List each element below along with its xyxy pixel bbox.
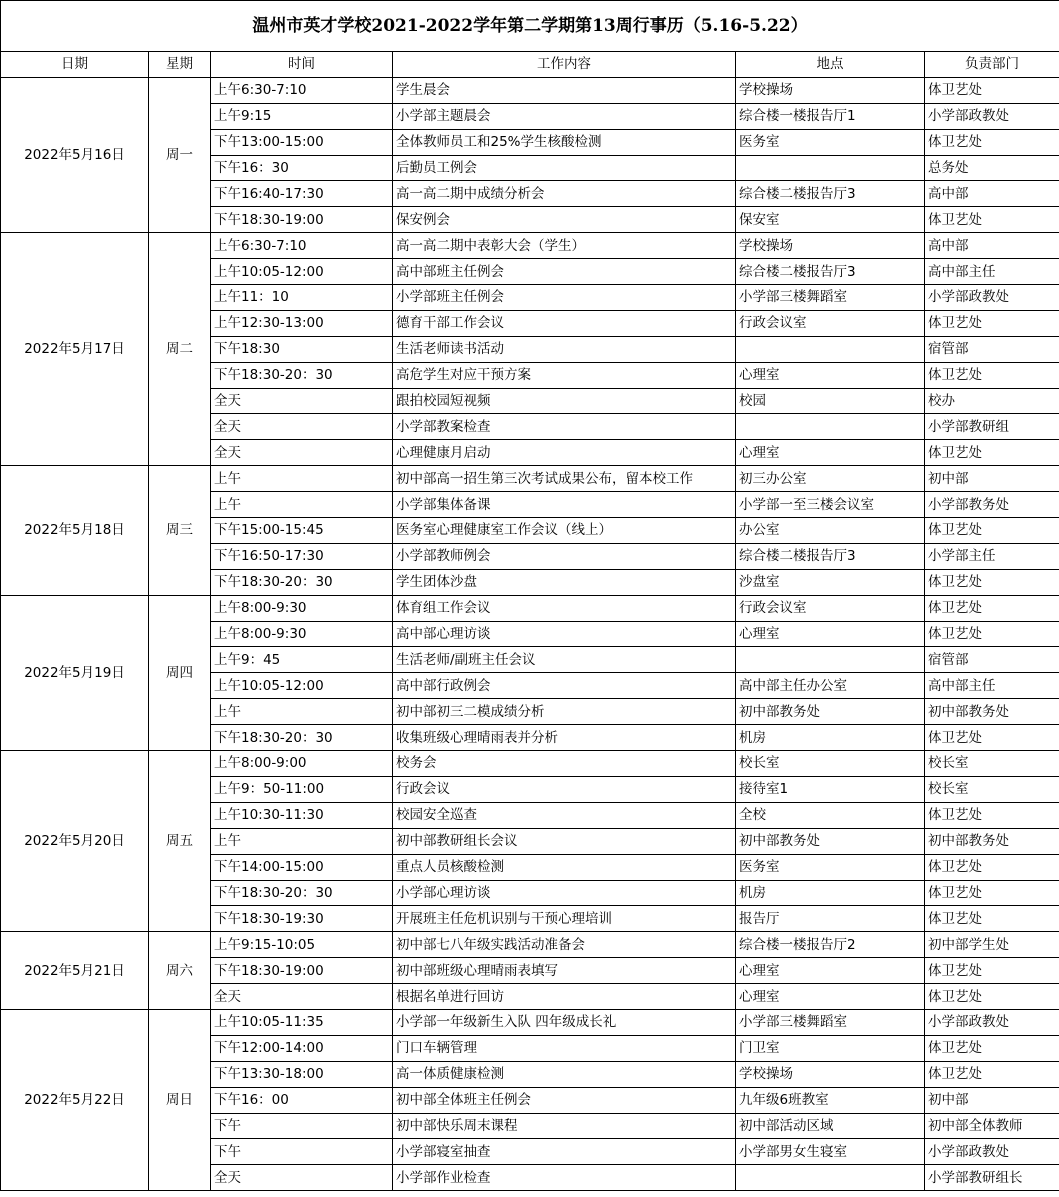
place-cell <box>736 1165 925 1191</box>
place-cell <box>736 155 925 181</box>
content-cell: 小学部班主任例会 <box>393 285 736 311</box>
place-cell: 学校操场 <box>736 233 925 259</box>
time-cell: 全天 <box>211 440 393 466</box>
time-cell: 上午8:00-9:30 <box>211 621 393 647</box>
time-cell: 上午9:15-10:05 <box>211 932 393 958</box>
department-cell: 校长室 <box>925 751 1059 777</box>
place-cell: 高中部主任办公室 <box>736 673 925 699</box>
weekday-cell: 周日 <box>149 1009 211 1190</box>
table-row <box>1 751 1059 777</box>
table-row <box>1 1009 1059 1035</box>
content-cell: 高一高二期中表彰大会（学生） <box>393 233 736 259</box>
place-cell: 心理室 <box>736 621 925 647</box>
department-cell: 初中部教务处 <box>925 699 1059 725</box>
department-cell: 体卫艺处 <box>925 362 1059 388</box>
table-row <box>1 595 1059 621</box>
department-cell: 体卫艺处 <box>925 595 1059 621</box>
department-cell: 体卫艺处 <box>925 569 1059 595</box>
department-cell: 体卫艺处 <box>925 984 1059 1010</box>
time-cell: 下午18:30 <box>211 336 393 362</box>
time-cell: 下午18:30-20：30 <box>211 880 393 906</box>
weekday-cell: 周三 <box>149 466 211 595</box>
table-row <box>1 233 1059 259</box>
content-cell: 初中部快乐周末课程 <box>393 1113 736 1139</box>
department-cell: 体卫艺处 <box>925 958 1059 984</box>
time-cell: 全天 <box>211 984 393 1010</box>
place-cell: 校长室 <box>736 751 925 777</box>
time-cell: 上午 <box>211 828 393 854</box>
department-cell: 体卫艺处 <box>925 880 1059 906</box>
place-cell: 心理室 <box>736 440 925 466</box>
content-cell: 初中部全体班主任例会 <box>393 1087 736 1113</box>
content-cell: 小学部主题晨会 <box>393 103 736 129</box>
content-cell: 全体教师员工和25%学生核酸检测 <box>393 129 736 155</box>
time-cell: 下午 <box>211 1139 393 1165</box>
header-content: 工作内容 <box>393 52 736 78</box>
department-cell: 体卫艺处 <box>925 1061 1059 1087</box>
department-cell: 体卫艺处 <box>925 310 1059 336</box>
place-cell <box>736 336 925 362</box>
content-cell: 门口车辆管理 <box>393 1035 736 1061</box>
content-cell: 初中部高一招生第三次考试成果公布，留本校工作 <box>393 466 736 492</box>
place-cell: 初中部教务处 <box>736 699 925 725</box>
place-cell: 行政会议室 <box>736 595 925 621</box>
content-cell: 重点人员核酸检测 <box>393 854 736 880</box>
place-cell: 报告厅 <box>736 906 925 932</box>
content-cell: 后勤员工例会 <box>393 155 736 181</box>
place-cell: 综合楼二楼报告厅3 <box>736 259 925 285</box>
place-cell: 综合楼二楼报告厅3 <box>736 543 925 569</box>
content-cell: 初中部初三二模成绩分析 <box>393 699 736 725</box>
place-cell: 初中部教务处 <box>736 828 925 854</box>
department-cell: 体卫艺处 <box>925 621 1059 647</box>
weekday-cell: 周六 <box>149 932 211 1010</box>
weekday-cell: 周四 <box>149 595 211 750</box>
content-cell: 高一高二期中成绩分析会 <box>393 181 736 207</box>
place-cell: 心理室 <box>736 958 925 984</box>
content-cell: 高危学生对应干预方案 <box>393 362 736 388</box>
content-cell: 生活老师读书活动 <box>393 336 736 362</box>
time-cell: 上午10:05-12:00 <box>211 673 393 699</box>
time-cell: 全天 <box>211 414 393 440</box>
time-cell: 上午 <box>211 466 393 492</box>
time-cell: 上午10:05-12:00 <box>211 259 393 285</box>
department-cell: 校长室 <box>925 776 1059 802</box>
content-cell: 保安例会 <box>393 207 736 233</box>
department-cell: 初中部全体教师 <box>925 1113 1059 1139</box>
place-cell: 小学部三楼舞蹈室 <box>736 285 925 311</box>
time-cell: 上午 <box>211 492 393 518</box>
time-cell: 上午 <box>211 699 393 725</box>
time-cell: 下午15:00-15:45 <box>211 518 393 544</box>
date-cell: 2022年5月16日 <box>1 77 149 232</box>
department-cell: 宿管部 <box>925 647 1059 673</box>
weekday-cell: 周一 <box>149 77 211 232</box>
weekday-cell: 周五 <box>149 751 211 932</box>
department-cell: 小学部教务处 <box>925 492 1059 518</box>
department-cell: 小学部政教处 <box>925 1139 1059 1165</box>
place-cell: 沙盘室 <box>736 569 925 595</box>
department-cell: 总务处 <box>925 155 1059 181</box>
content-cell: 初中部班级心理晴雨表填写 <box>393 958 736 984</box>
content-cell: 小学部一年级新生入队 四年级成长礼 <box>393 1009 736 1035</box>
table-row <box>1 77 1059 103</box>
time-cell: 下午 <box>211 1113 393 1139</box>
place-cell: 初三办公室 <box>736 466 925 492</box>
date-cell: 2022年5月19日 <box>1 595 149 750</box>
place-cell: 行政会议室 <box>736 310 925 336</box>
content-cell: 开展班主任危机识别与干预心理培训 <box>393 906 736 932</box>
time-cell: 下午18:30-19:30 <box>211 906 393 932</box>
content-cell: 生活老师/副班主任会议 <box>393 647 736 673</box>
header-place: 地点 <box>736 52 925 78</box>
time-cell: 上午10:30-11:30 <box>211 802 393 828</box>
department-cell: 体卫艺处 <box>925 1035 1059 1061</box>
place-cell: 医务室 <box>736 129 925 155</box>
place-cell: 机房 <box>736 725 925 751</box>
department-cell: 高中部 <box>925 181 1059 207</box>
department-cell: 小学部主任 <box>925 543 1059 569</box>
content-cell: 高中部行政例会 <box>393 673 736 699</box>
content-cell: 初中部七八年级实践活动准备会 <box>393 932 736 958</box>
header-time: 时间 <box>211 52 393 78</box>
place-cell: 学校操场 <box>736 1061 925 1087</box>
time-cell: 下午13:00-15:00 <box>211 129 393 155</box>
department-cell: 体卫艺处 <box>925 440 1059 466</box>
time-cell: 下午16：30 <box>211 155 393 181</box>
department-cell: 初中部教务处 <box>925 828 1059 854</box>
header-weekday: 星期 <box>149 52 211 78</box>
time-cell: 下午14:00-15:00 <box>211 854 393 880</box>
content-cell: 小学部心理访谈 <box>393 880 736 906</box>
date-cell: 2022年5月21日 <box>1 932 149 1010</box>
date-cell: 2022年5月18日 <box>1 466 149 595</box>
department-cell: 高中部主任 <box>925 673 1059 699</box>
time-cell: 下午12:00-14:00 <box>211 1035 393 1061</box>
place-cell: 综合楼二楼报告厅3 <box>736 181 925 207</box>
content-cell: 心理健康月启动 <box>393 440 736 466</box>
place-cell: 全校 <box>736 802 925 828</box>
content-cell: 医务室心理健康室工作会议（线上） <box>393 518 736 544</box>
time-cell: 下午16:40-17:30 <box>211 181 393 207</box>
department-cell: 体卫艺处 <box>925 854 1059 880</box>
department-cell: 校办 <box>925 388 1059 414</box>
department-cell: 体卫艺处 <box>925 129 1059 155</box>
time-cell: 上午6:30-7:10 <box>211 77 393 103</box>
content-cell: 初中部教研组长会议 <box>393 828 736 854</box>
header-department: 负责部门 <box>925 52 1059 78</box>
place-cell: 学校操场 <box>736 77 925 103</box>
date-cell: 2022年5月20日 <box>1 751 149 932</box>
department-cell: 初中部 <box>925 466 1059 492</box>
content-cell: 学生晨会 <box>393 77 736 103</box>
department-cell: 体卫艺处 <box>925 725 1059 751</box>
place-cell: 小学部男女生寝室 <box>736 1139 925 1165</box>
date-cell: 2022年5月17日 <box>1 233 149 466</box>
place-cell: 小学部一至三楼会议室 <box>736 492 925 518</box>
department-cell: 高中部主任 <box>925 259 1059 285</box>
place-cell: 保安室 <box>736 207 925 233</box>
place-cell: 门卫室 <box>736 1035 925 1061</box>
time-cell: 上午9：50-11:00 <box>211 776 393 802</box>
title-row <box>1 1 1059 52</box>
time-cell: 上午12:30-13:00 <box>211 310 393 336</box>
place-cell <box>736 647 925 673</box>
content-cell: 根据名单进行回访 <box>393 984 736 1010</box>
time-cell: 全天 <box>211 388 393 414</box>
place-cell: 综合楼一楼报告厅1 <box>736 103 925 129</box>
time-cell: 下午16：00 <box>211 1087 393 1113</box>
time-cell: 上午8:00-9:00 <box>211 751 393 777</box>
time-cell: 下午18:30-19:00 <box>211 207 393 233</box>
time-cell: 上午9：45 <box>211 647 393 673</box>
time-cell: 上午11：10 <box>211 285 393 311</box>
content-cell: 跟拍校园短视频 <box>393 388 736 414</box>
content-cell: 学生团体沙盘 <box>393 569 736 595</box>
time-cell: 上午6:30-7:10 <box>211 233 393 259</box>
place-cell: 医务室 <box>736 854 925 880</box>
department-cell: 体卫艺处 <box>925 802 1059 828</box>
place-cell: 小学部三楼舞蹈室 <box>736 1009 925 1035</box>
place-cell <box>736 414 925 440</box>
time-cell: 下午18:30-20：30 <box>211 725 393 751</box>
schedule-body <box>1 77 1059 1190</box>
header-date: 日期 <box>1 52 149 78</box>
content-cell: 高中部心理访谈 <box>393 621 736 647</box>
time-cell: 上午10:05-11:35 <box>211 1009 393 1035</box>
place-cell: 九年级6班教室 <box>736 1087 925 1113</box>
content-cell: 高中部班主任例会 <box>393 259 736 285</box>
department-cell: 小学部教研组 <box>925 414 1059 440</box>
content-cell: 高一体质健康检测 <box>393 1061 736 1087</box>
place-cell: 心理室 <box>736 984 925 1010</box>
department-cell: 体卫艺处 <box>925 77 1059 103</box>
time-cell: 上午8:00-9:30 <box>211 595 393 621</box>
content-cell: 小学部寝室抽查 <box>393 1139 736 1165</box>
place-cell: 心理室 <box>736 362 925 388</box>
place-cell: 综合楼一楼报告厅2 <box>736 932 925 958</box>
time-cell: 全天 <box>211 1165 393 1191</box>
department-cell: 高中部 <box>925 233 1059 259</box>
page-title: 温州市英才学校2021-2022学年第二学期第13周行事历（5.16-5.22） <box>1 1 1059 52</box>
department-cell: 小学部政教处 <box>925 103 1059 129</box>
department-cell: 小学部教研组长 <box>925 1165 1059 1191</box>
table-row <box>1 466 1059 492</box>
department-cell: 体卫艺处 <box>925 518 1059 544</box>
place-cell: 接待室1 <box>736 776 925 802</box>
header-row <box>1 52 1059 78</box>
content-cell: 德育干部工作会议 <box>393 310 736 336</box>
table-row <box>1 932 1059 958</box>
date-cell: 2022年5月22日 <box>1 1009 149 1190</box>
place-cell: 办公室 <box>736 518 925 544</box>
weekday-cell: 周二 <box>149 233 211 466</box>
department-cell: 宿管部 <box>925 336 1059 362</box>
content-cell: 小学部教案检查 <box>393 414 736 440</box>
content-cell: 校园安全巡查 <box>393 802 736 828</box>
department-cell: 初中部 <box>925 1087 1059 1113</box>
department-cell: 小学部政教处 <box>925 1009 1059 1035</box>
time-cell: 下午18:30-19:00 <box>211 958 393 984</box>
time-cell: 下午16:50-17:30 <box>211 543 393 569</box>
content-cell: 小学部作业检查 <box>393 1165 736 1191</box>
place-cell: 机房 <box>736 880 925 906</box>
content-cell: 校务会 <box>393 751 736 777</box>
place-cell: 校园 <box>736 388 925 414</box>
department-cell: 初中部学生处 <box>925 932 1059 958</box>
content-cell: 小学部集体备课 <box>393 492 736 518</box>
place-cell: 初中部活动区域 <box>736 1113 925 1139</box>
content-cell: 体育组工作会议 <box>393 595 736 621</box>
content-cell: 小学部教师例会 <box>393 543 736 569</box>
department-cell: 体卫艺处 <box>925 906 1059 932</box>
content-cell: 行政会议 <box>393 776 736 802</box>
content-cell: 收集班级心理晴雨表并分析 <box>393 725 736 751</box>
department-cell: 小学部政教处 <box>925 285 1059 311</box>
time-cell: 下午18:30-20：30 <box>211 569 393 595</box>
time-cell: 上午9:15 <box>211 103 393 129</box>
time-cell: 下午18:30-20：30 <box>211 362 393 388</box>
department-cell: 体卫艺处 <box>925 207 1059 233</box>
time-cell: 下午13:30-18:00 <box>211 1061 393 1087</box>
